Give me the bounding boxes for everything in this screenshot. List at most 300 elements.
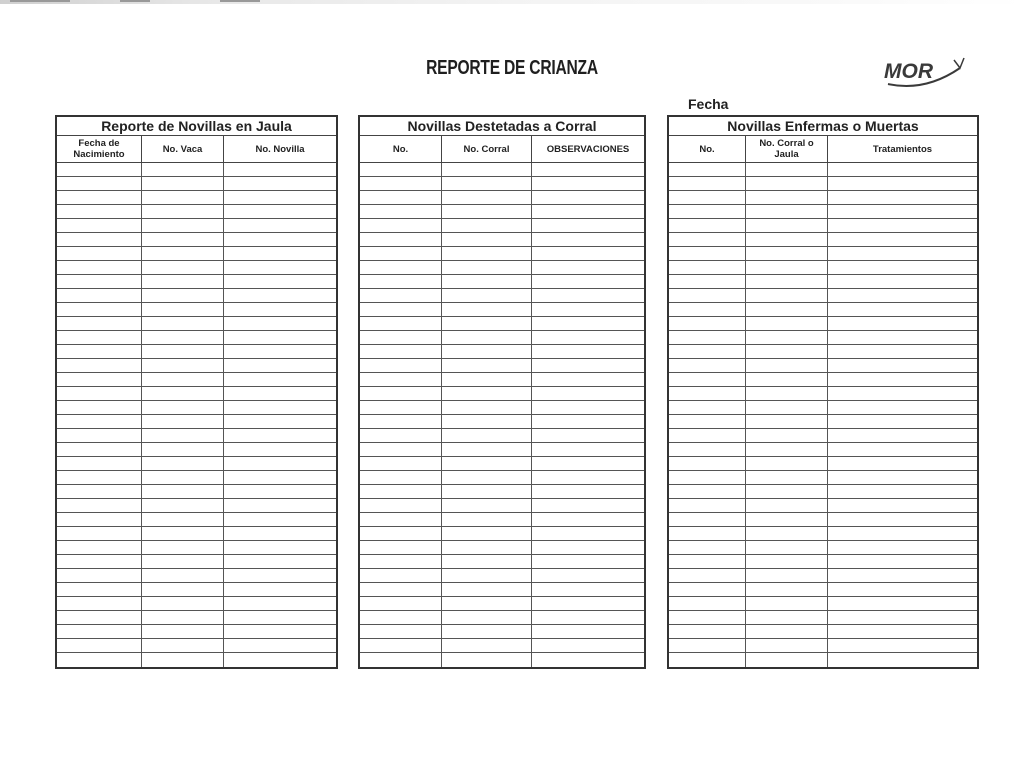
table-cell[interactable] (746, 345, 828, 358)
table-cell[interactable] (142, 345, 224, 358)
table-cell[interactable] (532, 177, 644, 190)
table-cell[interactable] (224, 261, 336, 274)
table-cell[interactable] (224, 233, 336, 246)
table-cell[interactable] (532, 261, 644, 274)
table-cell[interactable] (360, 415, 442, 428)
table-cell[interactable] (532, 457, 644, 470)
table-cell[interactable] (442, 177, 532, 190)
table-cell[interactable] (57, 499, 142, 512)
table-cell[interactable] (360, 247, 442, 260)
table-cell[interactable] (57, 555, 142, 568)
table-cell[interactable] (442, 247, 532, 260)
table-cell[interactable] (360, 373, 442, 386)
table-cell[interactable] (442, 583, 532, 596)
table-cell[interactable] (442, 639, 532, 652)
table-cell[interactable] (142, 205, 224, 218)
table-cell[interactable] (669, 471, 746, 484)
table-cell[interactable] (57, 163, 142, 176)
table-cell[interactable] (224, 639, 336, 652)
table-cell[interactable] (828, 429, 977, 442)
table-cell[interactable] (224, 331, 336, 344)
table-cell[interactable] (142, 625, 224, 638)
table-cell[interactable] (746, 261, 828, 274)
table-cell[interactable] (828, 373, 977, 386)
table-cell[interactable] (828, 597, 977, 610)
table-cell[interactable] (442, 191, 532, 204)
table-cell[interactable] (669, 303, 746, 316)
table-cell[interactable] (442, 331, 532, 344)
table-cell[interactable] (360, 639, 442, 652)
table-cell[interactable] (669, 317, 746, 330)
table-cell[interactable] (224, 527, 336, 540)
table-cell[interactable] (57, 261, 142, 274)
table-cell[interactable] (828, 163, 977, 176)
table-cell[interactable] (442, 387, 532, 400)
table-cell[interactable] (442, 289, 532, 302)
table-cell[interactable] (360, 485, 442, 498)
table-cell[interactable] (828, 443, 977, 456)
table-cell[interactable] (142, 513, 224, 526)
table-cell[interactable] (442, 569, 532, 582)
table-cell[interactable] (142, 387, 224, 400)
table-cell[interactable] (360, 555, 442, 568)
table-cell[interactable] (142, 499, 224, 512)
table-cell[interactable] (828, 541, 977, 554)
table-cell[interactable] (828, 611, 977, 624)
table-cell[interactable] (442, 303, 532, 316)
table-cell[interactable] (224, 625, 336, 638)
table-cell[interactable] (828, 485, 977, 498)
table-cell[interactable] (669, 555, 746, 568)
table-cell[interactable] (669, 387, 746, 400)
table-cell[interactable] (828, 191, 977, 204)
table-cell[interactable] (746, 247, 828, 260)
table-cell[interactable] (828, 317, 977, 330)
table-cell[interactable] (669, 513, 746, 526)
table-cell[interactable] (57, 653, 142, 667)
table-cell[interactable] (224, 499, 336, 512)
table-cell[interactable] (828, 303, 977, 316)
table-cell[interactable] (360, 611, 442, 624)
table-cell[interactable] (360, 345, 442, 358)
table-cell[interactable] (442, 373, 532, 386)
table-cell[interactable] (57, 429, 142, 442)
table-cell[interactable] (142, 331, 224, 344)
table-cell[interactable] (746, 569, 828, 582)
table-cell[interactable] (142, 583, 224, 596)
table-cell[interactable] (669, 429, 746, 442)
table-cell[interactable] (746, 415, 828, 428)
table-cell[interactable] (532, 289, 644, 302)
table-cell[interactable] (746, 191, 828, 204)
table-cell[interactable] (828, 359, 977, 372)
table-cell[interactable] (532, 359, 644, 372)
table-cell[interactable] (532, 611, 644, 624)
table-cell[interactable] (442, 513, 532, 526)
table-cell[interactable] (360, 401, 442, 414)
table-cell[interactable] (746, 513, 828, 526)
table-cell[interactable] (532, 233, 644, 246)
table-cell[interactable] (57, 611, 142, 624)
table-cell[interactable] (360, 443, 442, 456)
table-cell[interactable] (532, 387, 644, 400)
table-cell[interactable] (828, 345, 977, 358)
table-cell[interactable] (746, 401, 828, 414)
table-cell[interactable] (442, 415, 532, 428)
table-cell[interactable] (360, 317, 442, 330)
table-cell[interactable] (532, 527, 644, 540)
table-cell[interactable] (746, 485, 828, 498)
table-cell[interactable] (828, 527, 977, 540)
table-cell[interactable] (142, 653, 224, 667)
table-cell[interactable] (360, 569, 442, 582)
table-cell[interactable] (142, 191, 224, 204)
table-cell[interactable] (224, 275, 336, 288)
table-cell[interactable] (669, 485, 746, 498)
table-cell[interactable] (224, 303, 336, 316)
table-cell[interactable] (57, 387, 142, 400)
table-cell[interactable] (828, 471, 977, 484)
table-cell[interactable] (142, 541, 224, 554)
table-cell[interactable] (828, 247, 977, 260)
table-cell[interactable] (224, 345, 336, 358)
table-cell[interactable] (442, 443, 532, 456)
table-cell[interactable] (57, 373, 142, 386)
table-cell[interactable] (360, 205, 442, 218)
table-cell[interactable] (224, 177, 336, 190)
table-cell[interactable] (142, 457, 224, 470)
table-cell[interactable] (532, 485, 644, 498)
table-cell[interactable] (360, 163, 442, 176)
table-cell[interactable] (828, 233, 977, 246)
table-cell[interactable] (828, 275, 977, 288)
table-cell[interactable] (142, 289, 224, 302)
table-cell[interactable] (57, 415, 142, 428)
table-cell[interactable] (142, 471, 224, 484)
table-cell[interactable] (360, 233, 442, 246)
table-cell[interactable] (442, 233, 532, 246)
table-cell[interactable] (746, 387, 828, 400)
table-cell[interactable] (669, 359, 746, 372)
table-cell[interactable] (142, 247, 224, 260)
table-cell[interactable] (57, 219, 142, 232)
table-cell[interactable] (532, 443, 644, 456)
table-cell[interactable] (746, 303, 828, 316)
table-cell[interactable] (57, 233, 142, 246)
table-cell[interactable] (142, 261, 224, 274)
table-cell[interactable] (532, 345, 644, 358)
table-cell[interactable] (360, 359, 442, 372)
table-cell[interactable] (828, 289, 977, 302)
table-cell[interactable] (57, 177, 142, 190)
table-cell[interactable] (532, 569, 644, 582)
table-cell[interactable] (442, 219, 532, 232)
table-cell[interactable] (224, 555, 336, 568)
table-cell[interactable] (57, 191, 142, 204)
table-cell[interactable] (142, 163, 224, 176)
table-cell[interactable] (360, 527, 442, 540)
table-cell[interactable] (828, 625, 977, 638)
table-cell[interactable] (532, 415, 644, 428)
table-cell[interactable] (142, 639, 224, 652)
table-cell[interactable] (669, 569, 746, 582)
table-cell[interactable] (442, 555, 532, 568)
table-cell[interactable] (828, 653, 977, 667)
table-cell[interactable] (669, 373, 746, 386)
table-cell[interactable] (360, 471, 442, 484)
table-cell[interactable] (746, 373, 828, 386)
table-cell[interactable] (224, 443, 336, 456)
table-cell[interactable] (224, 247, 336, 260)
table-cell[interactable] (224, 541, 336, 554)
table-cell[interactable] (57, 401, 142, 414)
table-cell[interactable] (224, 163, 336, 176)
table-cell[interactable] (142, 429, 224, 442)
table-cell[interactable] (746, 289, 828, 302)
table-cell[interactable] (142, 527, 224, 540)
table-cell[interactable] (142, 401, 224, 414)
table-cell[interactable] (532, 373, 644, 386)
table-cell[interactable] (57, 205, 142, 218)
table-cell[interactable] (142, 611, 224, 624)
table-cell[interactable] (57, 597, 142, 610)
table-cell[interactable] (746, 527, 828, 540)
table-cell[interactable] (442, 499, 532, 512)
table-cell[interactable] (442, 527, 532, 540)
table-cell[interactable] (669, 653, 746, 667)
table-cell[interactable] (442, 205, 532, 218)
table-cell[interactable] (669, 625, 746, 638)
table-cell[interactable] (360, 303, 442, 316)
table-cell[interactable] (57, 457, 142, 470)
table-cell[interactable] (360, 177, 442, 190)
table-cell[interactable] (746, 639, 828, 652)
table-cell[interactable] (669, 597, 746, 610)
table-cell[interactable] (532, 219, 644, 232)
table-cell[interactable] (142, 275, 224, 288)
table-cell[interactable] (669, 415, 746, 428)
table-cell[interactable] (57, 625, 142, 638)
table-cell[interactable] (57, 247, 142, 260)
table-cell[interactable] (224, 429, 336, 442)
table-cell[interactable] (360, 331, 442, 344)
table-cell[interactable] (442, 625, 532, 638)
table-cell[interactable] (224, 317, 336, 330)
table-cell[interactable] (746, 611, 828, 624)
table-cell[interactable] (669, 331, 746, 344)
table-cell[interactable] (746, 555, 828, 568)
table-cell[interactable] (442, 471, 532, 484)
table-cell[interactable] (746, 219, 828, 232)
table-cell[interactable] (224, 401, 336, 414)
table-cell[interactable] (532, 303, 644, 316)
table-cell[interactable] (57, 289, 142, 302)
table-cell[interactable] (746, 625, 828, 638)
table-cell[interactable] (828, 401, 977, 414)
table-cell[interactable] (224, 569, 336, 582)
table-cell[interactable] (360, 513, 442, 526)
table-cell[interactable] (532, 205, 644, 218)
table-cell[interactable] (57, 345, 142, 358)
table-cell[interactable] (360, 429, 442, 442)
table-cell[interactable] (746, 275, 828, 288)
table-cell[interactable] (142, 555, 224, 568)
table-cell[interactable] (669, 499, 746, 512)
table-cell[interactable] (142, 233, 224, 246)
table-cell[interactable] (828, 331, 977, 344)
table-cell[interactable] (224, 359, 336, 372)
table-cell[interactable] (669, 541, 746, 554)
table-cell[interactable] (442, 429, 532, 442)
table-cell[interactable] (746, 653, 828, 667)
table-cell[interactable] (532, 499, 644, 512)
table-cell[interactable] (828, 569, 977, 582)
table-cell[interactable] (142, 359, 224, 372)
table-cell[interactable] (360, 597, 442, 610)
table-cell[interactable] (532, 331, 644, 344)
table-cell[interactable] (669, 275, 746, 288)
table-cell[interactable] (142, 569, 224, 582)
table-cell[interactable] (746, 205, 828, 218)
table-cell[interactable] (828, 261, 977, 274)
table-cell[interactable] (360, 583, 442, 596)
table-cell[interactable] (532, 653, 644, 667)
table-cell[interactable] (828, 177, 977, 190)
table-cell[interactable] (142, 303, 224, 316)
table-cell[interactable] (442, 457, 532, 470)
table-cell[interactable] (746, 177, 828, 190)
table-cell[interactable] (142, 317, 224, 330)
table-cell[interactable] (532, 597, 644, 610)
table-cell[interactable] (224, 219, 336, 232)
table-cell[interactable] (57, 303, 142, 316)
table-cell[interactable] (828, 639, 977, 652)
table-cell[interactable] (360, 499, 442, 512)
table-cell[interactable] (224, 513, 336, 526)
table-cell[interactable] (142, 485, 224, 498)
table-cell[interactable] (746, 331, 828, 344)
table-cell[interactable] (360, 289, 442, 302)
table-cell[interactable] (224, 653, 336, 667)
table-cell[interactable] (224, 205, 336, 218)
table-cell[interactable] (224, 191, 336, 204)
table-cell[interactable] (224, 457, 336, 470)
table-cell[interactable] (669, 345, 746, 358)
table-cell[interactable] (57, 527, 142, 540)
table-cell[interactable] (669, 247, 746, 260)
table-cell[interactable] (224, 583, 336, 596)
table-cell[interactable] (442, 163, 532, 176)
table-cell[interactable] (828, 415, 977, 428)
table-cell[interactable] (360, 387, 442, 400)
table-cell[interactable] (669, 401, 746, 414)
table-cell[interactable] (746, 499, 828, 512)
table-cell[interactable] (746, 541, 828, 554)
table-cell[interactable] (746, 471, 828, 484)
table-cell[interactable] (532, 639, 644, 652)
table-cell[interactable] (532, 625, 644, 638)
table-cell[interactable] (57, 471, 142, 484)
table-cell[interactable] (746, 163, 828, 176)
table-cell[interactable] (142, 597, 224, 610)
table-cell[interactable] (442, 275, 532, 288)
table-cell[interactable] (360, 191, 442, 204)
table-cell[interactable] (57, 569, 142, 582)
table-cell[interactable] (360, 625, 442, 638)
table-cell[interactable] (442, 359, 532, 372)
table-cell[interactable] (746, 583, 828, 596)
table-cell[interactable] (442, 653, 532, 667)
table-cell[interactable] (669, 191, 746, 204)
table-cell[interactable] (442, 485, 532, 498)
table-cell[interactable] (828, 205, 977, 218)
table-cell[interactable] (828, 583, 977, 596)
table-cell[interactable] (828, 513, 977, 526)
table-cell[interactable] (532, 555, 644, 568)
table-cell[interactable] (360, 541, 442, 554)
table-cell[interactable] (224, 471, 336, 484)
table-cell[interactable] (532, 513, 644, 526)
table-cell[interactable] (669, 219, 746, 232)
table-cell[interactable] (142, 373, 224, 386)
table-cell[interactable] (224, 415, 336, 428)
table-cell[interactable] (746, 429, 828, 442)
table-cell[interactable] (442, 317, 532, 330)
table-cell[interactable] (442, 261, 532, 274)
table-cell[interactable] (57, 639, 142, 652)
table-cell[interactable] (828, 387, 977, 400)
table-cell[interactable] (669, 443, 746, 456)
table-cell[interactable] (224, 373, 336, 386)
table-cell[interactable] (442, 611, 532, 624)
table-cell[interactable] (532, 163, 644, 176)
table-cell[interactable] (746, 443, 828, 456)
table-cell[interactable] (532, 541, 644, 554)
table-cell[interactable] (532, 247, 644, 260)
table-cell[interactable] (142, 443, 224, 456)
table-cell[interactable] (224, 289, 336, 302)
table-cell[interactable] (669, 205, 746, 218)
table-cell[interactable] (746, 359, 828, 372)
table-cell[interactable] (57, 275, 142, 288)
table-cell[interactable] (142, 219, 224, 232)
table-cell[interactable] (57, 513, 142, 526)
table-cell[interactable] (746, 457, 828, 470)
table-cell[interactable] (828, 457, 977, 470)
table-cell[interactable] (224, 597, 336, 610)
table-cell[interactable] (828, 555, 977, 568)
table-cell[interactable] (360, 219, 442, 232)
table-cell[interactable] (828, 499, 977, 512)
table-cell[interactable] (669, 177, 746, 190)
table-cell[interactable] (360, 275, 442, 288)
table-cell[interactable] (669, 583, 746, 596)
table-cell[interactable] (669, 611, 746, 624)
table-cell[interactable] (57, 359, 142, 372)
table-cell[interactable] (746, 233, 828, 246)
table-cell[interactable] (224, 387, 336, 400)
table-cell[interactable] (57, 331, 142, 344)
table-cell[interactable] (57, 583, 142, 596)
table-cell[interactable] (669, 527, 746, 540)
table-cell[interactable] (360, 653, 442, 667)
table-cell[interactable] (442, 541, 532, 554)
table-cell[interactable] (442, 401, 532, 414)
table-cell[interactable] (746, 317, 828, 330)
table-cell[interactable] (669, 261, 746, 274)
table-cell[interactable] (669, 457, 746, 470)
table-cell[interactable] (224, 611, 336, 624)
